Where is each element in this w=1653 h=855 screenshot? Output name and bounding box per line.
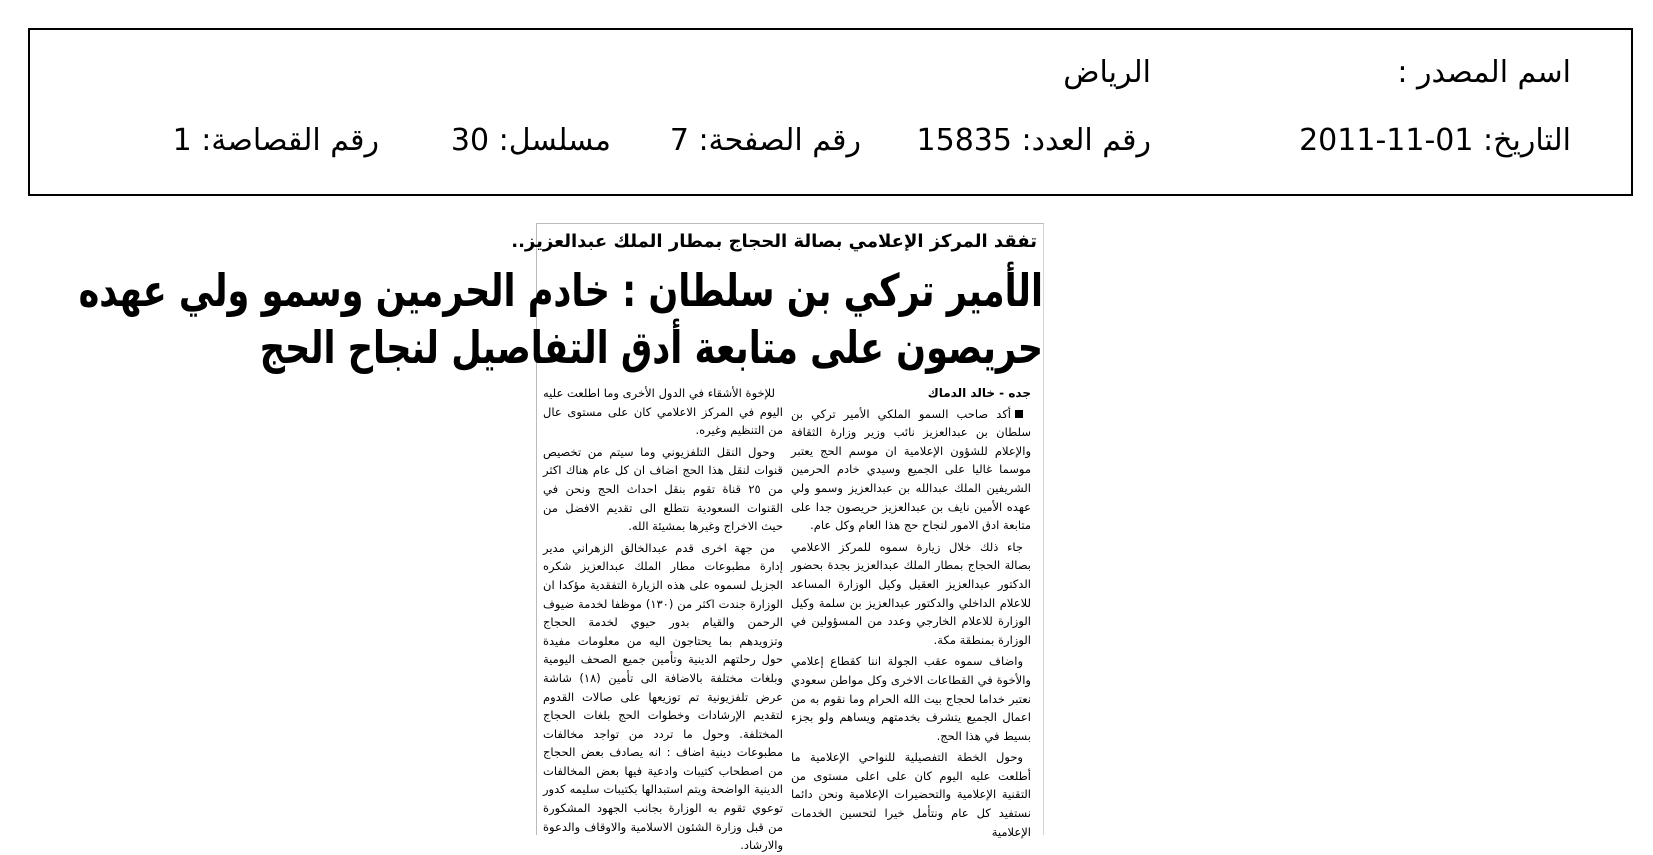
paragraph: جاء ذلك خلال زيارة سموه للمركز الاعلامي بصالة الحجاج بمطار الملك عبدالعزيز بجدة بحضور الدكتور عبدالعزيز العقيل وكيل الوزارة المساعد للاعلام الداخلي والدكتور عبدالعزيز بن سلمة وكيل الوزارة للاعلام الخارجي وعدد من المسؤولين في الوزارة بمنطقة مكة. [791,539,1031,647]
bullet-icon [1015,410,1023,418]
paragraph: واضاف سموه عقب الجولة اننا كقطاع إعلامي والأخوة في القطاعات الاخرى وكل مواطن سعودي نعتبر خداما لحجاج بيت الله الحرام وما نقوم به من اعمال الجميع يتشرف بخدمتهم ويساهم ولو بجزء بسيط في هذا الحج. [791,654,1031,743]
headline-line-1: الأمير تركي بن سلطان : خادم الحرمين وسمو ولي عهده [78,265,1043,318]
paragraph: للإخوة الأشقاء في الدول الأخرى وما اطلعت عليه اليوم في المركز الاعلامي كان على مستوى عال من التنظيم وغيره. [543,386,783,438]
header-box [28,28,1633,196]
page-number: رقم الصفحة: 7 [669,123,861,158]
source-label: اسم المصدر : [1397,55,1571,90]
paragraph: وحول النقل التلفزيوني وما سيتم من تخصيص قنوات لنقل هذا الحج اضاف ان كل عام هناك اكثر من ٢٥ قناة تقوم بنقل احداث الحج ونحن في القنوات السعودية نتطلع الى تقديم الافضل من حيث الاخراج وغيرها بمشيئة الله. [543,444,783,534]
paragraph: وحول الخطة التفصيلية للنواحي الإعلامية ما أطلعت عليه اليوم كان على اعلى مستوى من التقنية الإعلامية والتحضيرات الإعلامية ونحن دائما نستفيد كل عام ونتأمل خيرا لتحسين الخدمات الإعلامية [791,750,1031,839]
source-value: الرياض [1063,55,1151,90]
date: التاريخ: 01-11-2011 [1299,123,1571,158]
byline: جده - خالد الدماك [927,386,1031,400]
article-kicker: تفقد المركز الإعلامي بصالة الحجاج بمطار الملك عبدالعزيز.. [511,231,1037,252]
serial-number: مسلسل: 30 [450,123,611,158]
article-column-left [543,384,783,853]
issue-number: رقم العدد: 15835 [916,123,1151,158]
article-column-right [791,384,1031,839]
paragraph: من جهة اخرى قدم عبدالخالق الزهراني مدير إدارة مطبوعات مطار الملك عبدالعزيز شكره الجزيل لسموه على هذه الزيارة التفقدية مؤكدا ان الوزارة جندت اكثر من (١٣٠) موظفا لخدمة ضيوف الرحمن والقيام بدور حيوي لخدمة الحجاج وتزويدهم بما يحتاجون اليه من معلومات مفيدة حول رحلتهم الدينية وتأمين جميع الصحف اليومية وبلغات مختلفة بالاضافة الى تأمين (١٨) شاشة عرض تلفزيونية تم توزيعها على صالات القدوم لتقديم الإرشادات وخطوات الحج بلغات الحجاج المختلفة. وحول ما تردد من تواجد مخالفات مطبوعات دينية اضاف : انه يصادف بعض الحجاج من اصطحاب كتيبات وادعية فيها بعض المخالفات الدينية الواضحة ويتم استبدالها بكتيبات سليمه كدور توعوي تقوم به الوزارة بجانب الجهود المشكورة من قبل وزارة الشئون الاسلامية والاوقاف والدعوة والارشاد. [543,540,783,853]
newspaper-clipping [78,223,1044,853]
headline-line-2: حريصون على متابعة أدق التفاصيل لنجاح الحج [259,322,1043,375]
clip-number: رقم القصاصة: 1 [172,123,379,158]
paragraph: أكد صاحب السمو الملكي الأمير تركي بن سلطان بن عبدالعزيز نائب وزير وزارة الثقافة والإعلام للشؤون الإعلامية ان موسم الحج يعتبر موسما غاليا على الجميع وسيدي خادم الحرمين الشريفين الملك عبدالله بن عبدالعزيز وسمو ولي عهده الأمين نايف بن عبدالعزيز حريصون جدا على متابعة ادق الامور لنجاح حج هذا العام وكل عام. [791,406,1031,533]
